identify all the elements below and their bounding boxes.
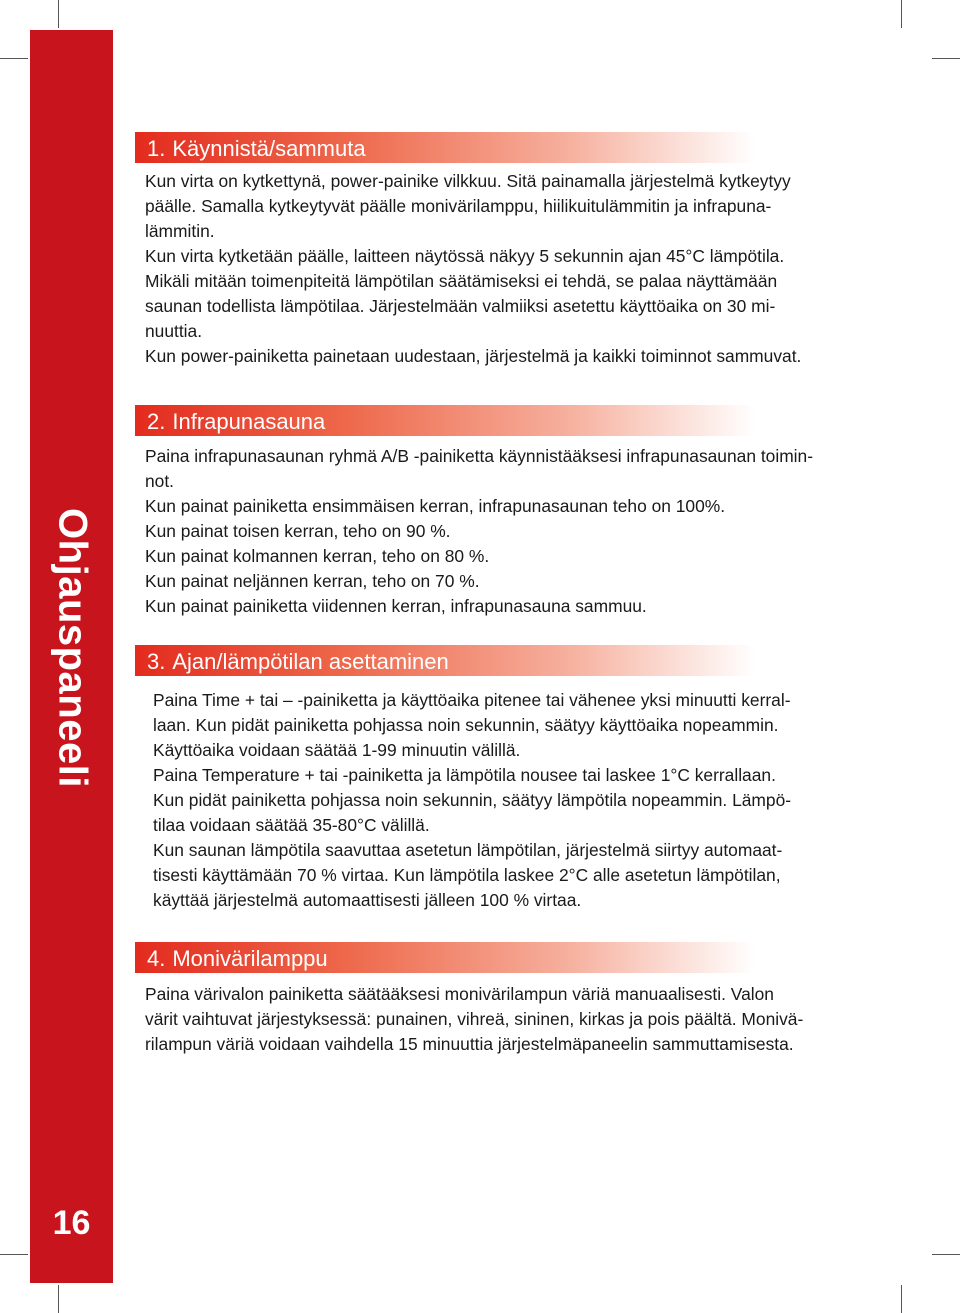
text-line: Kun painat kolmannen kerran, teho on 80 %. xyxy=(145,546,490,566)
section-heading-1 xyxy=(135,132,755,163)
section-number: 4. xyxy=(147,946,166,971)
text-line: Kun painat painiketta viidennen kerran, infrapunasauna sammuu. xyxy=(145,596,647,616)
crop-mark xyxy=(58,1285,59,1313)
text-line: Paina infrapunasaunan ryhmä A/B -painiketta käynnistääksesi infrapunasaunan toimin- xyxy=(145,446,814,466)
crop-mark xyxy=(58,0,59,28)
section-body-2 xyxy=(145,444,855,619)
section-number: 1. xyxy=(147,136,166,161)
text-line: nuuttia. xyxy=(145,321,203,341)
section-number: 2. xyxy=(147,409,166,434)
crop-mark xyxy=(901,0,902,28)
crop-mark xyxy=(932,58,960,59)
text-line: Kun virta kytketään päälle, laitteen näytössä näkyy 5 sekunnin ajan 45°C lämpötila. xyxy=(145,246,785,266)
text-line: Kun painat painiketta ensimmäisen kerran, infrapunasaunan teho on 100%. xyxy=(145,496,726,516)
crop-mark xyxy=(932,1254,960,1255)
text-line: saunan todellista lämpötilaa. Järjestelmään valmiiksi asetettu käyttöaika on 30 mi- xyxy=(145,296,776,316)
text-line: Kun painat toisen kerran, teho on 90 %. xyxy=(145,521,451,541)
section-heading-2 xyxy=(135,405,755,436)
text-line: tilaa voidaan säätää 35-80°C välillä. xyxy=(153,815,430,835)
text-line: laan. Kun pidät painiketta pohjassa noin sekunnin, säätyy käyttöaika nopeammin. xyxy=(153,715,779,735)
text-line: not. xyxy=(145,471,175,491)
text-line: rilampun väriä voidaan vaihdella 15 minuuttia järjestelmäpaneelin sammuttamisesta. xyxy=(145,1034,794,1054)
text-line: Paina Time + tai – -painiketta ja käyttöaika pitenee tai vähenee yksi minuutti kerral- xyxy=(153,690,791,710)
text-line: Paina Temperature + tai -painiketta ja lämpötila nousee tai laskee 1°C kerrallaan. xyxy=(153,765,776,785)
text-line: päälle. Samalla kytkeytyvät päälle monivärilamppu, hiilikuitulämmitin ja infrapuna- xyxy=(145,196,772,216)
section-heading-4 xyxy=(135,942,755,973)
crop-mark xyxy=(901,1285,902,1313)
text-line: Kun painat neljännen kerran, teho on 70 %. xyxy=(145,571,480,591)
page-number: 16 xyxy=(52,1204,91,1242)
text-line: värit vaihtuvat järjestyksessä: punainen, vihreä, sininen, kirkas ja pois päältä. Monivä- xyxy=(145,1009,804,1029)
section-heading-3 xyxy=(135,645,755,676)
text-line: Kun virta on kytkettynä, power-painike vilkkuu. Sitä painamalla järjestelmä kytkeytyy xyxy=(145,171,791,191)
text-line: Mikäli mitään toimenpiteitä lämpötilan säätämiseksi ei tehdä, se palaa näyttämään xyxy=(145,271,778,291)
sidebar-title: Ohjauspaneeli xyxy=(50,508,95,788)
section-title: Monivärilamppu xyxy=(172,946,328,971)
text-line: Käyttöaika voidaan säätää 1-99 minuutin välillä. xyxy=(153,740,521,760)
section-title: Ajan/lämpötilan asettaminen xyxy=(172,649,449,674)
crop-mark xyxy=(0,1254,28,1255)
section-title: Infrapunasauna xyxy=(172,409,326,434)
text-line: käyttää järjestelmä automaattisesti jälleen 100 % virtaa. xyxy=(153,890,582,910)
section-body-1 xyxy=(145,169,855,369)
section-body-4 xyxy=(145,982,855,1057)
text-line: tisesti käyttämään 70 % virtaa. Kun lämpötila laskee 2°C alle asetetun lämpötilan, xyxy=(153,865,781,885)
section-number: 3. xyxy=(147,649,166,674)
text-line: lämmitin. xyxy=(145,221,215,241)
section-title: Käynnistä/sammuta xyxy=(172,136,366,161)
text-line: Kun power-painiketta painetaan uudestaan, järjestelmä ja kaikki toiminnot sammuvat. xyxy=(145,346,802,366)
text-line: Kun saunan lämpötila saavuttaa asetetun lämpötilan, järjestelmä siirtyy automaat- xyxy=(153,840,783,860)
crop-mark xyxy=(0,58,28,59)
section-body-3 xyxy=(153,688,863,913)
text-line: Kun pidät painiketta pohjassa noin sekunnin, säätyy lämpötila nopeammin. Lämpö- xyxy=(153,790,792,810)
text-line: Paina värivalon painiketta säätääksesi monivärilampun väriä manuaalisesti. Valon xyxy=(145,984,774,1004)
